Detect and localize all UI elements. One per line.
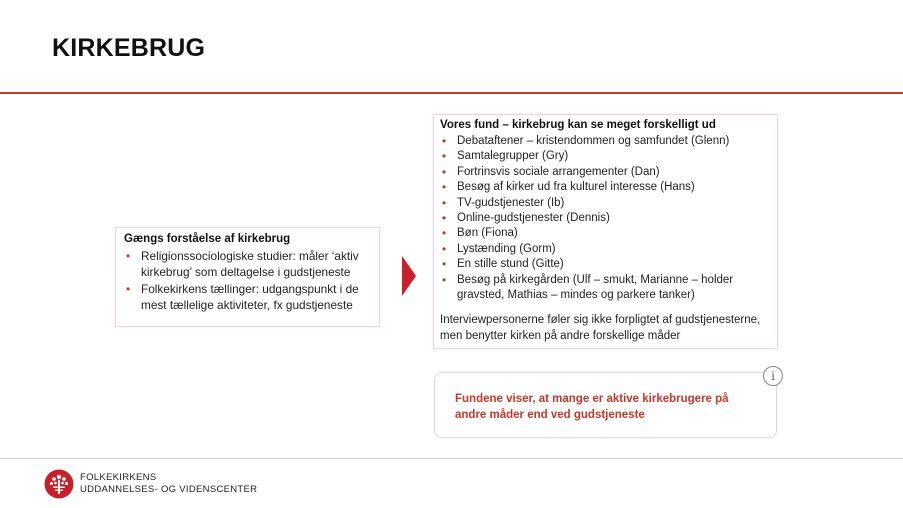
list-item: • Debataftener – kristendommen og samfundet (Glenn) xyxy=(442,134,730,148)
bullet-icon: • xyxy=(442,134,447,148)
title-divider xyxy=(0,92,903,94)
right-box-heading: Vores fund – kirkebrug kan se meget forskelligt ud xyxy=(440,119,716,131)
bullet-icon: • xyxy=(442,272,447,287)
organization-name: FOLKEKIRKENS UDDANNELSES- OG VIDENSCENTER xyxy=(80,472,258,495)
list-item: • Bøn (Fiona) xyxy=(442,226,518,241)
list-item: • TV-gudstjenester (Ib) xyxy=(442,195,565,210)
folkekirkens-logo-icon xyxy=(44,469,74,499)
findings-list xyxy=(440,134,771,303)
info-icon[interactable]: i xyxy=(763,366,783,386)
list-item: • Online-gudstjenester (Dennis) xyxy=(442,211,610,226)
bullet-icon: • xyxy=(442,180,447,195)
left-box-list xyxy=(124,248,371,313)
bullet-icon: • xyxy=(442,149,447,164)
list-item: • Besøg af kirker ud fra kulturel interesse (Hans) xyxy=(442,180,695,195)
list-item: • Fortrinsvis sociale arrangementer (Dan) xyxy=(442,164,660,179)
bullet-icon: • xyxy=(442,211,447,226)
list-item: • Religionssociologiske studier: måler ‘aktiv kirkebrug’ som deltagelse i gudstjeneste xyxy=(126,249,359,279)
findings-closing-text: Interviewpersonerne føler sig ikke forpligtet af gudstjenesterne, men benytter kirken på andre forskellige måder xyxy=(440,314,761,342)
bullet-icon: • xyxy=(442,226,447,241)
list-item: • En stille stund (Gitte) xyxy=(442,257,564,272)
info-callout xyxy=(434,372,777,438)
bullet-icon: • xyxy=(126,249,131,263)
bullet-icon: • xyxy=(442,195,447,210)
slide-title: KIRKEBRUG xyxy=(52,34,206,62)
bullet-icon: • xyxy=(442,257,447,272)
footer-divider xyxy=(0,458,903,459)
list-item: • Besøg på kirkegården (Ulf – smukt, Marianne – holder gravsted, Mathias – mindes og parkere tanker) xyxy=(442,272,734,302)
left-box-heading: Gængs forståelse af kirkebrug xyxy=(124,233,291,245)
bullet-icon: • xyxy=(126,282,131,296)
info-callout-text: Fundene viser, at mange er aktive kirkebrugere på andre måder end ved gudstjeneste xyxy=(455,393,729,421)
bullet-icon: • xyxy=(442,241,447,256)
arrow-right-icon xyxy=(402,256,416,296)
common-understanding-box xyxy=(115,227,380,327)
findings-box xyxy=(433,114,778,349)
list-item: • Samtalegrupper (Gry) xyxy=(442,149,569,164)
list-item: • Folkekirkens tællinger: udgangspunkt i de mest tællelige aktiviteter, fx gudstjeneste xyxy=(126,282,359,312)
bullet-icon: • xyxy=(442,164,447,179)
list-item: • Lystænding (Gorm) xyxy=(442,241,556,256)
